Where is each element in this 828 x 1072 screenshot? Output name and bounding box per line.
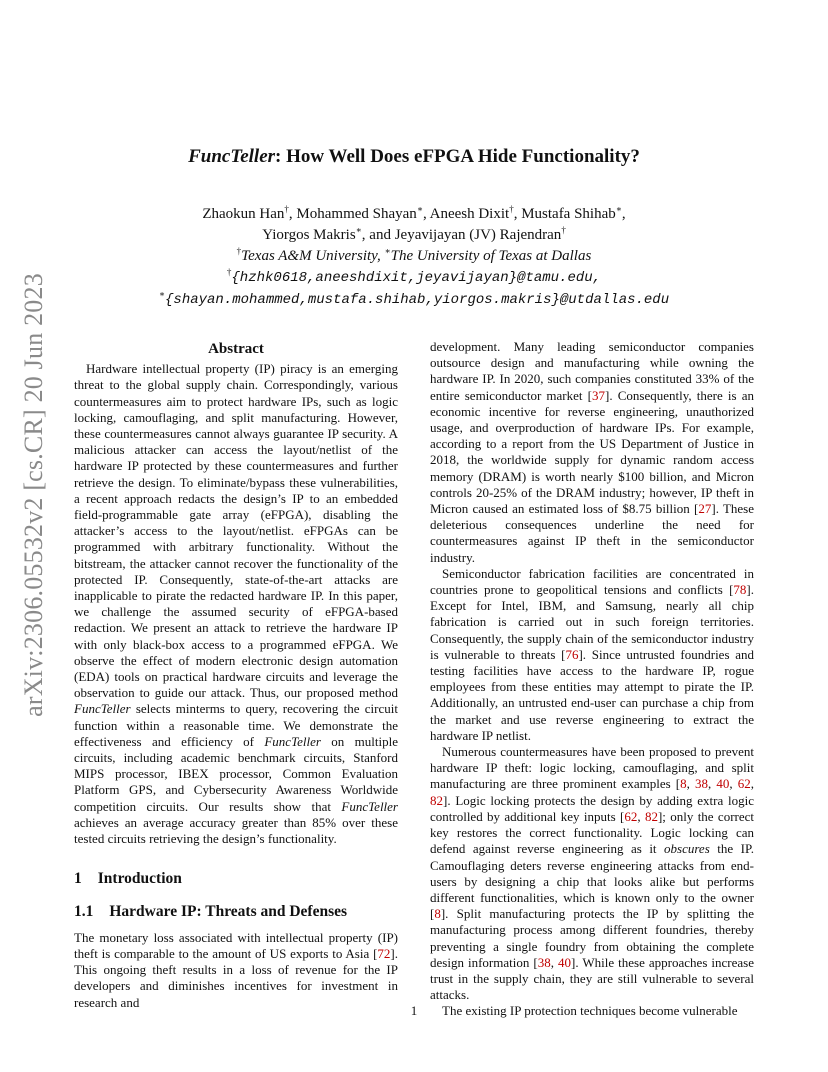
subsection-heading-threats: 1.1 Hardware IP: Threats and Defenses [74, 902, 348, 920]
paper-title [74, 146, 754, 168]
arxiv-identifier-stamp [12, 273, 56, 717]
citation-link[interactable]: 76 [565, 646, 579, 662]
citation-link[interactable]: 8 [434, 906, 441, 922]
left-column [74, 339, 398, 1011]
arxiv-identifier-text: arXiv:2306.05532v2 [cs.CR] 20 Jun 2023 [19, 273, 48, 717]
intro-paragraph: The monetary loss associated with intellectual property (IP) theft is comparable to the amount of US exports to Asia [72]. This ongoing theft results in a loss of revenue for the IP developers and diminishes incentives for investment in research and [74, 929, 398, 1010]
paragraph-countermeasures: Numerous countermeasures have been proposed to prevent hardware IP theft: logic locking, camouflaging, and split manufacturing are three prominent examples [8, 38, 40, 62, 82]. Logic locking protects the design by adding extra logic controlled by additional key inputs [62, 82]; only the correct key restores the correct functionality. Logic locking can defend against reverse engineering as it obscures the IP. Camouflaging deters reverse engineering attacks from end-users by designing a chip that looks alike but performs different functionalities, which is known only to the owner [8]. Split manufacturing protects the IP by splitting the manufacturing process among different foundries, thereby preventing a single foundry from obtaining the complete design information [38, 40]. While these approaches increase trust in the supply chain, they are still vulnerable to several attacks. [430, 744, 755, 1003]
section-heading-introduction: 1 Introduction [74, 870, 182, 888]
paragraph-market: development. Many leading semiconductor companies outsource design and manufacturing while owning the hardware IP. In 2020, such companies constituted 33% of the entire semiconductor market [37]. Consequently, there is an economic incentive for reverse engineering, unauthorized usage, and overproduction of hardware IPs. For example, according to a report from the US Department of Justice in 2018, the worldwide supply for dynamic random access memory (DRAM) is worth nearly $100 billion, and Micron controls 20-25% of the DRAM industry; however, IP theft in Micron caused an estimated loss of $8.75 billion [27]. These deleterious consequences underline the need for countermeasures against IP theft in the semiconductor industry. [430, 339, 754, 565]
citation-link[interactable]: 27 [698, 501, 712, 517]
author-line-1: Zhaokun Han†, Mohammed Shayan∗, Aneesh Dixit†, Mustafa Shihab∗, [202, 204, 626, 222]
title-system-name: FuncTeller [188, 146, 276, 167]
author-block [74, 204, 754, 311]
title-rest: : How Well Does eFPGA Hide Functionality? [275, 146, 640, 167]
right-column [430, 339, 754, 1020]
citation-link[interactable]: 38 [695, 776, 709, 792]
citation-link[interactable]: 62 [737, 776, 751, 792]
citation-link[interactable]: 82 [644, 808, 658, 824]
citation-link[interactable]: 78 [733, 582, 747, 598]
abstract-body: Hardware intellectual property (IP) piracy is an emerging threat to the global supply chain. Correspondingly, various countermeasures aim to protect hardware IPs, such as logic locking, camouflaging, and split manufacturing. However, these countermeasures cannot always guarantee IP security. A malicious attacker can access the layout/netlist of the hardware IP protected by these countermeasures and further retrieve the design. To eliminate/bypass these vulnerabilities, a recent approach redacts the design’s IP to an embedded field-programmable gate array (eFPGA), disabling the attacker’s access to the layout/netlist. eFPGAs can be programmed with arbitrary functionality. Without the bitstream, the attacker cannot recover the functionality of the protected IP. Consequently, state-of-the-art attacks are inapplicable to pirate the redacted hardware IP. In this paper, we challenge the assumed security of eFPGA-based redaction. We present an attack to retrieve the hardware IP with only black-box access to a programmed eFPGA. We observe the effect of modern electronic design automation (EDA) tools on practical hardware circuits and leverage the observation to guide our attack. Thus, our proposed method FuncTeller selects minterms to query, recovering the circuit function within a reasonable time. We demonstrate the effectiveness and efficiency of FuncTeller on multiple circuits, including academic benchmark circuits, Stanford MIPS processor, IBEX processor, Common Evaluation Platform GPS, and Cybersecurity Awareness Worldwide competition circuits. Our results show that FuncTeller achieves an average accuracy greater than 85% over these tested circuits retrieving the design’s functionality. [74, 361, 398, 847]
paragraph-vulnerable: The existing IP protection techniques become vulnerable [442, 1003, 738, 1019]
paragraph-fabrication: Semiconductor fabrication facilities are concentrated in countries prone to geopolitical tensions and conflicts [78]. Except for Intel, IBM, and Samsung, nearly all chip fabrication is carried out in such foreign territories. Consequently, the supply chain of the semiconductor industry is vulnerable to threats [76]. Since untrusted foundries and testing facilities have access to the hardware IP, rogue employees from these entities may attempt to pirate the IP. Additionally, an untrusted end-user can purchase a chip from the market and use reverse engineering to extract the hardware IP netlist. [430, 565, 754, 743]
citation-link[interactable]: 40 [716, 776, 730, 792]
citation-link[interactable]: 62 [624, 808, 638, 824]
citation-link[interactable]: 82 [430, 792, 443, 808]
citation-link[interactable]: 38 [537, 954, 551, 970]
page-number: 1 [410, 1003, 418, 1018]
author-line-2: Yiorgos Makris∗, and Jeyavijayan (JV) Rajendran† [262, 225, 566, 243]
abstract-heading: Abstract [208, 341, 264, 357]
citation-link[interactable]: 37 [592, 387, 605, 403]
citation-link[interactable]: 40 [558, 954, 571, 970]
citation-link[interactable]: 8 [680, 776, 687, 792]
citation-link[interactable]: 72 [377, 945, 391, 961]
email-line-2: ∗{shayan.mohammed,mustafa.shihab,yiorgos.makris}@utdallas.edu [158, 289, 670, 308]
affiliation-line: †Texas A&M University, ∗The University of Texas at Dallas [236, 246, 592, 264]
email-line-1: †{hzhk0618,aneeshdixit,jeyavijayan}@tamu.edu, [226, 267, 602, 286]
